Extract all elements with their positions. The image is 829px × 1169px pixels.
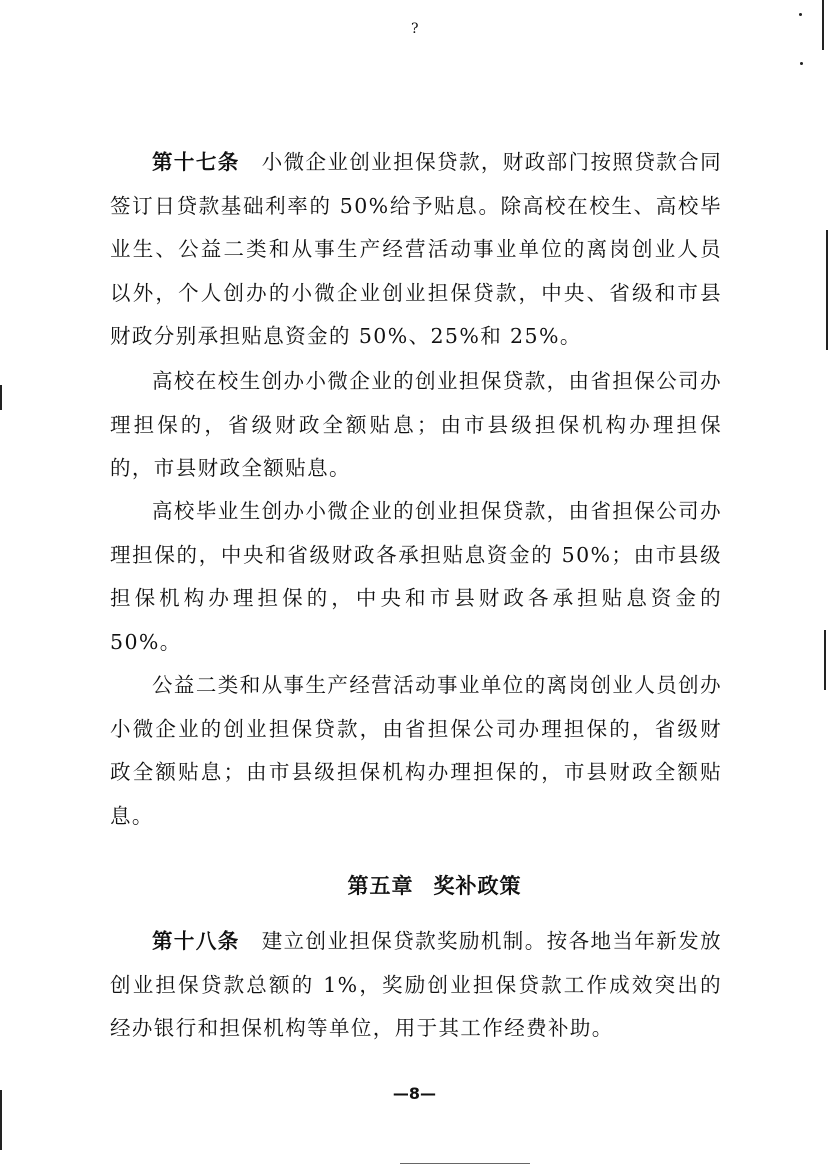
scan-edge-line	[824, 630, 826, 690]
article-18-paragraph	[110, 920, 722, 1051]
scan-edge-line	[0, 385, 2, 410]
scan-edge-line	[826, 230, 828, 350]
public-institution-paragraph	[110, 664, 722, 838]
chapter-number: 第五章	[347, 874, 414, 898]
top-mark: ?	[411, 21, 419, 37]
graduates-text: 高校毕业生创办小微企业的创业担保贷款，由省担保公司办理担保的，中央和省级财政各承担贴息资金的 50%；由市县级担保机构办理担保的，中央和市县财政各承担贴息资金的 50%。	[110, 499, 722, 654]
article-18-heading: 第十八条	[152, 929, 240, 953]
scan-edge-line	[822, 0, 824, 50]
chapter-title: 奖补政策	[433, 874, 522, 898]
students-text: 高校在校生创办小微企业的创业担保贷款，由省担保公司办理担保的，省级财政全额贴息；由市县级担保机构办理担保的，市县财政全额贴息。	[110, 369, 722, 480]
article-17-paragraph	[110, 141, 722, 359]
graduates-paragraph	[110, 490, 722, 664]
public-institution-text: 公益二类和从事生产经营活动事业单位的离岗创业人员创办小微企业的创业担保贷款，由省担保公司办理担保的，省级财政全额贴息；由市县级担保机构办理担保的，市县财政全额贴息。	[110, 673, 722, 828]
students-paragraph	[110, 360, 722, 491]
page-number: —8—	[392, 1084, 437, 1103]
article-17-heading: 第十七条	[152, 150, 240, 174]
scan-dot	[799, 13, 802, 16]
chapter-heading	[0, 866, 829, 906]
article-18-text: 建立创业担保贷款奖励机制。按各地当年新发放创业担保贷款总额的 1%，奖励创业担保贷款工作成效突出的经办银行和担保机构等单位，用于其工作经费补助。	[110, 929, 722, 1040]
article-17-text: 小微企业创业担保贷款，财政部门按照贷款合同签订日贷款基础利率的 50%给予贴息。除高校在校生、高校毕业生、公益二类和从事生产经营活动事业单位的离岗创业人员以外，个人创办的小微企业创业担保贷款，中央、省级和市县财政分别承担贴息资金的 50%、25%和 25%。	[110, 150, 722, 348]
scan-bottom-line	[400, 1163, 530, 1164]
scan-dot	[800, 62, 803, 65]
